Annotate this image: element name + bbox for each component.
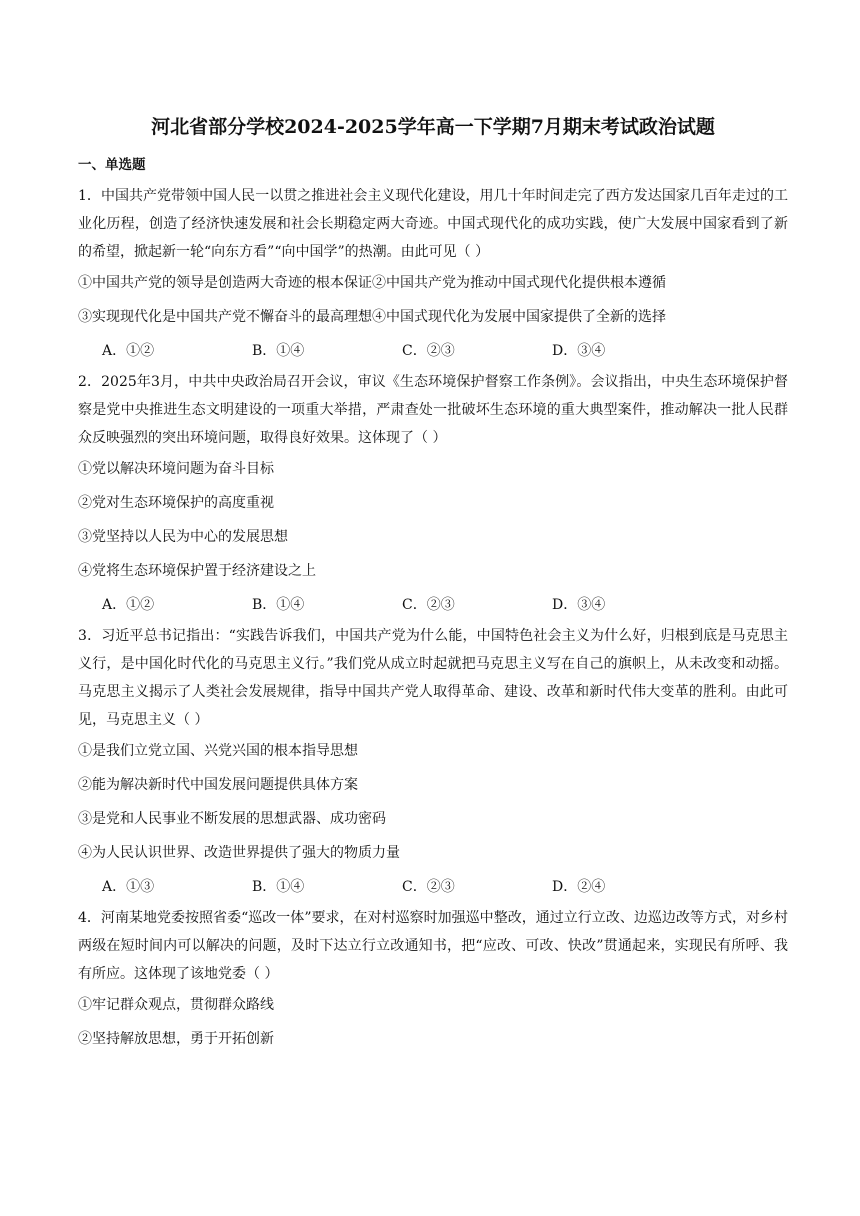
choice-d: D．②④ — [552, 879, 606, 895]
statement-option: ①牢记群众观点，贯彻群众路线 — [78, 997, 274, 1013]
statement-option: ④党将生态环境保护置于经济建设之上 — [78, 563, 316, 579]
question-stem: 3．习近平总书记指出：“实践告诉我们，中国共产党为什么能，中国特色社会主义为什么好，归根到底是马克思主义行，是中国化时代化的马克思主义行。”我们党从成立时起就把马克思主义写在自己的旗帜上，从未改变和动摇。马克思主义揭示了人类社会发展规律，指导中国共产党人取得革命、建设、改革和新时代伟大变革的胜利。由此可见，马克思主义（ ） — [78, 628, 788, 728]
choice-b: B．①④ — [252, 879, 305, 895]
answer-choices — [78, 588, 788, 622]
exam-title: 河北省部分学校2024-2025学年高一下学期7月期末考试政治试题 — [151, 116, 715, 138]
answer-choices — [78, 870, 788, 904]
statement-option: ③党坚持以人民为中心的发展思想 — [78, 529, 288, 545]
question-stem: 2．2025年3月，中共中央政治局召开会议，审议《生态环境保护督察工作条例》。会议指出，中央生态环境保护督察是党中央推进生态文明建设的一项重大举措，严肃查处一批破坏生态环境的重大典型案件，推动解决一批人民群众反映强烈的突出环境问题，取得良好效果。这体现了（ ） — [78, 374, 788, 446]
choice-b: B．①④ — [252, 343, 305, 359]
choice-c: C．②③ — [402, 597, 455, 613]
choice-c: C．②③ — [402, 343, 455, 359]
question-4 — [78, 904, 788, 1056]
question-1 — [78, 182, 788, 368]
choice-a: A．①③ — [102, 879, 155, 895]
question-stem: 4．河南某地党委按照省委“巡改一体”要求，在对村巡察时加强巡中整改，通过立行立改、边巡边改等方式，对乡村两级在短时间内可以解决的问题，及时下达立行立改通知书，把“应改、可改、快改”贯通起来，实现民有所呼、我有所应。这体现了该地党委（ ） — [78, 910, 788, 982]
question-3 — [78, 622, 788, 904]
choice-c: C．②③ — [402, 879, 455, 895]
choice-b: B．①④ — [252, 597, 305, 613]
statement-option: ②能为解决新时代中国发展问题提供具体方案 — [78, 777, 358, 793]
section-heading: 一、单选题 — [78, 157, 146, 173]
answer-choices — [78, 334, 788, 368]
statement-option: ①中国共产党的领导是创造两大奇迹的根本保证②中国共产党为推动中国式现代化提供根本遵循 — [78, 275, 666, 291]
question-2 — [78, 368, 788, 622]
statement-option: ③是党和人民事业不断发展的思想武器、成功密码 — [78, 811, 386, 827]
statement-option: ④为人民认识世界、改造世界提供了强大的物质力量 — [78, 845, 400, 861]
statement-option: ①是我们立党立国、兴党兴国的根本指导思想 — [78, 743, 358, 759]
statement-option: ①党以解决环境问题为奋斗目标 — [78, 461, 274, 477]
choice-a: A．①② — [102, 343, 155, 359]
exam-page — [78, 112, 788, 1056]
question-stem: 1．中国共产党带领中国人民一以贯之推进社会主义现代化建设，用几十年时间走完了西方发达国家几百年走过的工业化历程，创造了经济快速发展和社会长期稳定两大奇迹。中国式现代化的成功实践，使广大发展中国家看到了新的希望，掀起新一轮“向东方看”“向中国学”的热潮。由此可见（ ） — [78, 188, 788, 260]
statement-option: ③实现现代化是中国共产党不懈奋斗的最高理想④中国式现代化为发展中国家提供了全新的选择 — [78, 309, 666, 325]
choice-a: A．①② — [102, 597, 155, 613]
statement-option: ②党对生态环境保护的高度重视 — [78, 495, 274, 511]
statement-option: ②坚持解放思想，勇于开拓创新 — [78, 1031, 274, 1047]
choice-d: D．③④ — [552, 343, 606, 359]
choice-d: D．③④ — [552, 597, 606, 613]
